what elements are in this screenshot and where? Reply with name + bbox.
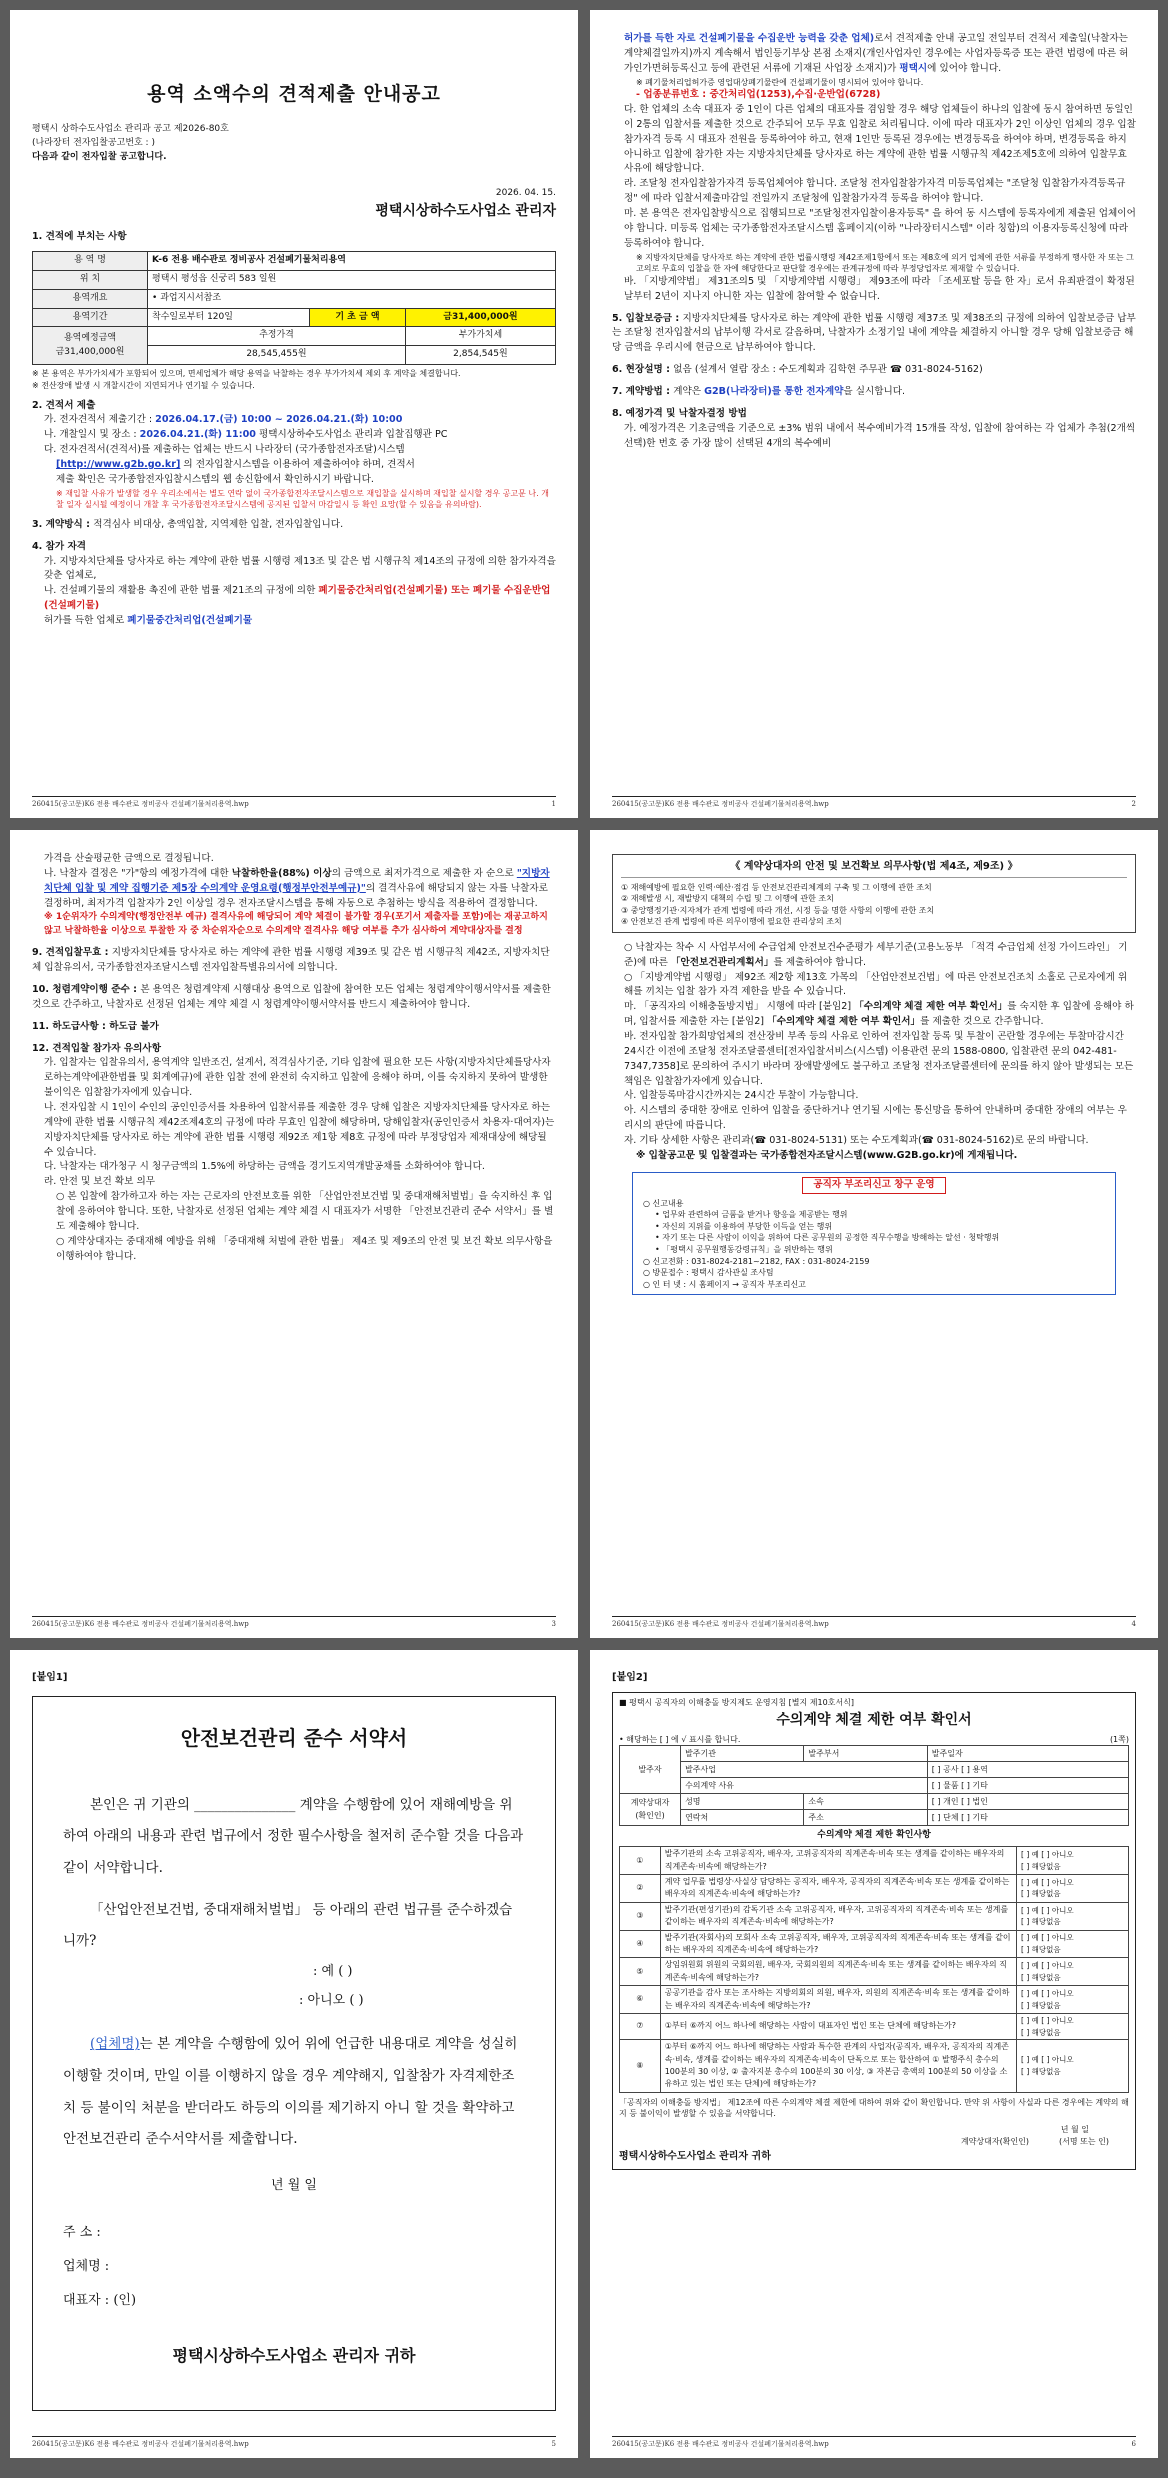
- annex-label: [붙임1]: [32, 1672, 68, 1683]
- notice-date: 2026. 04. 15.: [495, 188, 556, 199]
- price-method-end: 가격을 산술평균한 금액으로 결정됩니다.: [44, 853, 214, 864]
- award-text: 나. 낙찰자 결정은 "가"항의 예정가격에 대한: [44, 867, 232, 879]
- pledge-question: 「산업안전보건법, 중대재해처벌법」 등 아래의 관련 법규를 준수하겠습니까?: [63, 1901, 513, 1950]
- checklist-row: [620, 1930, 1129, 1958]
- footer-file: 260415(공고문)K6 전용 배수관로 정비공사 건설폐기물처리용역.hwp: [32, 1620, 249, 1629]
- service-period: 착수일로부터 120일: [148, 308, 310, 327]
- g2b-publish: ※ 입찰공고문 및 입찰결과는 국가종합전자조달시스템(www.G2B.go.kr)에 게재됩니다.: [636, 1149, 1018, 1161]
- page-number: 5: [551, 2440, 556, 2449]
- section-1-heading: 1. 견적에 부치는 사항: [32, 230, 127, 242]
- field-reason[interactable]: 수의계약 사유: [681, 1778, 928, 1794]
- page-2: [590, 10, 1158, 818]
- orderer-label: 발주자: [620, 1746, 681, 1794]
- submit-text-3: 제출 확인은 국가종합전자입찰시스템의 웹 송신함에서 확인하시기 바랍니다.: [56, 473, 374, 485]
- pledge-no[interactable]: : 아니오 ( ): [299, 1992, 364, 2008]
- est-header: 추정가격: [148, 327, 406, 346]
- footer-file: 260415(공고문)K6 전용 배수관로 정비공사 건설폐기물처리용역.hwp: [612, 800, 829, 809]
- conflict-doc-2: 「수의계약 체결 제한 여부 확인서」: [767, 1016, 921, 1028]
- section-7-heading: 7. 계약방법 :: [612, 385, 674, 397]
- checklist-number: ④: [620, 1930, 661, 1958]
- safety-duty-1: ○ 본 입찰에 참가하고자 하는 자는 근로자의 안전보호를 위한 「산업안전보건법 및 중대재해처벌법」을 숙지하신 후 입찰에 응하여야 합니다. 또한, 낙찰자로 선정된 업체는 계약 체결 시 대표자가 서명한 「안전보건관리 준수 서약서」를 별도 제출해야 합니다.: [56, 1191, 554, 1232]
- footer-file: 260415(공고문)K6 전용 배수관로 정비공사 건설폐기물처리용역.hwp: [612, 1620, 829, 1629]
- base-amount-label: 기 초 금 액: [310, 308, 406, 327]
- safety-plan-text: ○ 낙찰자는 착수 시 사업부서에 수급업체 안전보건수준평가 세부기준(고용노동부 「적격 수급업체 선정 가이드라인」 기준)에 따른: [624, 941, 1128, 968]
- report-item: • 자신의 지위를 이용하여 부당한 이득을 얻는 행위: [655, 1221, 833, 1231]
- fraud-note: ※ 지방자치단체를 당사자로 하는 계약에 관한 법률시행령 제42조제1항에서 또는 제8호에 의거 업체에 관한 서류를 부정하게 행사한 자 또는 그 고의로 무효의 입찰을 한 자에 해당한다고 판단할 경우에는 관계규정에 따라 부정당업자로 제재할 수 있습니다.: [636, 252, 1134, 274]
- checklist-number: ⑧: [620, 2040, 661, 2093]
- form-law: ■ 평택시 공직자의 이해충돌 방지제도 운영지침 [별지 제10호서식]: [619, 1697, 854, 1707]
- checklist-answer[interactable]: [1017, 1902, 1129, 1930]
- yes-no-checkbox[interactable]: [ ] 예 [ ] 아니오: [1021, 1988, 1074, 1998]
- form-page: (1쪽): [1109, 1734, 1129, 1744]
- not-applicable-checkbox[interactable]: [ ] 해당없음: [1021, 1889, 1061, 1899]
- pledge-representative[interactable]: 대표자 : (인): [63, 2292, 137, 2308]
- price-method: 가. 예정가격은 기초금액을 기준으로 ±3% 범위 내에서 복수예비가격 15개를 작성, 입찰에 참여하는 각 업체가 추첨(2개씩 선택)한 번호 중 가장 많이 선택된 4개의 복수예비: [624, 422, 1136, 449]
- checklist-number: ⑥: [620, 1986, 661, 2014]
- not-applicable-checkbox[interactable]: [ ] 해당없음: [1021, 1861, 1061, 1871]
- orderer-table: [619, 1745, 1129, 1826]
- checklist-row: [620, 1875, 1129, 1903]
- yes-no-checkbox[interactable]: [ ] 예 [ ] 아니오: [1021, 1905, 1074, 1915]
- report-online: ○ 인 터 넷 : 시 홈페이지 → 공직자 부조리신고: [643, 1279, 806, 1289]
- section-8-heading: 8. 예정가격 및 낙찰자결정 방법: [612, 407, 747, 419]
- checklist-answer[interactable]: [1017, 1875, 1129, 1903]
- checklist-row: [620, 1958, 1129, 1986]
- page-5: [10, 1650, 578, 2458]
- checklist-answer[interactable]: [1017, 2040, 1129, 2093]
- checklist-question: 계약 업무를 법령상·사실상 담당하는 공직자, 배우자, 공직자의 직계존속·비속 또는 생계를 같이하는 배우자의 직계존속·비속에 해당하는가?: [660, 1875, 1016, 1903]
- safety-item: ② 재해발생 시, 재발방지 대책의 수립 및 그 이행에 관한 조치: [621, 894, 834, 904]
- checklist-question: ①부터 ⑥까지 어느 하나에 해당하는 사람이 대표자인 법인 또는 단체에 해당하는가?: [660, 2014, 1016, 2040]
- form-instruction: • 해당하는 [ ] 에 √ 표시를 합니다.: [619, 1734, 741, 1744]
- row-label: 용역기간: [33, 308, 148, 327]
- page-footer: [612, 796, 1136, 810]
- checklist-number: ③: [620, 1902, 661, 1930]
- checklist-question: 발주기관의 소속 고위공직자, 배우자, 고위공직자의 직계존속·비속 또는 생계를 같이하는 배우자의 직계존속·비속에 해당하는가?: [660, 1847, 1016, 1875]
- field-affiliation[interactable]: 소속: [804, 1794, 927, 1810]
- award-rule-link: "지방자치단체 입찰 및 계약 집행기준 제5장 수의계약 운영요령(행정부안전부예규)": [44, 867, 550, 894]
- notice-title: 용역 소액수의 견적제출 안내공고: [147, 83, 441, 105]
- estimated-amount: 용역예정금액 금31,400,000원: [33, 327, 148, 365]
- safety-item: ③ 중앙행정기관·지자체가 관계 법령에 따라 개선, 시정 등을 명한 사항의 이행에 관한 조치: [621, 905, 935, 915]
- section-6-heading: 6. 현장설명 :: [612, 364, 674, 376]
- report-phone: ○ 신고전화 : 031-8024-2181~2182, FAX : 031-8024-2159: [643, 1256, 870, 1266]
- eligibility-c: 다. 한 업체의 소속 대표자 중 1인이 다른 업체의 대표자를 겸임할 경우 해당 업체들이 하나의 입찰에 동시 참여하면 동일인이 2통의 입찰서를 제출한 것으로 간주되어 모두 무효 입찰로 처리됩니다. 이에 따라 대표자가 2인 이상인 업체의 경우 입찰참가자격 등록 시 대표자 전원을 등록하여야 하고, 현재 1인만 등록된 경우에는 변경등록을 하여야 하며, 변경등록을 하지 아니하고 입찰에 참가한 자는 지방자치단체를 당사자로 하는 계약에 관한 법률 시행규칙 제42조제5호에 의하여 입찰무효사유에 해당합니다.: [624, 104, 1136, 175]
- checklist-table: [619, 1846, 1129, 2093]
- safety-obligation-box: [612, 854, 1136, 933]
- vat-header: 부가가치세: [405, 327, 555, 346]
- not-applicable-checkbox[interactable]: [ ] 해당없음: [1021, 1917, 1061, 1927]
- conflict-text-3: 를 제출한 것으로 간주합니다.: [920, 1016, 1044, 1028]
- section-9-heading: 9. 견적입찰무효 :: [32, 947, 112, 959]
- eligibility-b2: 허가를 득한 업체로: [44, 615, 128, 627]
- checklist-row: [620, 1986, 1129, 2014]
- e-contract: G2B(나라장터)를 통한 전자계약: [704, 385, 844, 397]
- type-checkbox-1[interactable]: [ ] 공사 [ ] 용역: [927, 1762, 1128, 1778]
- safety-sanction: ○ 「지방계약법 시행령」 제92조 제2항 제13호 가목의 「산업안전보건법」에 따른 안전보건조치 소홀로 근로자에게 위해를 끼치는 입찰 참가 자격 제한을 받을 수 있습니다.: [624, 971, 1128, 998]
- contract-text-end: 을 실시합니다.: [843, 385, 906, 397]
- service-name: K-6 전용 배수관로 정비공사 건설폐기물처리용역: [148, 251, 556, 270]
- field-name[interactable]: 성명: [681, 1794, 804, 1810]
- entity-checkbox-1[interactable]: [ ] 개인 [ ] 법인: [927, 1794, 1128, 1810]
- city-name: 평택시: [899, 62, 928, 74]
- yes-no-checkbox[interactable]: [ ] 예 [ ] 아니오: [1021, 1933, 1074, 1943]
- safety-plan-text-end: 를 제출하여야 합니다.: [773, 956, 867, 968]
- eligibility-d: 라. 조달청 전자입찰참가자격 등록업체여야 합니다. 조달청 전자입찰참가자격 미등록업체는 "조달청 입찰참가자격등록규정" 에 따라 입찰서제출마감일 전일까지 조달청에 입찰참가자격 등록을 하여야 합니다.: [624, 178, 1126, 205]
- section-10-heading: 10. 청렴계약이행 준수 :: [32, 984, 141, 996]
- report-visit: ○ 방문접수 : 평택시 감사관실 조사팀: [643, 1268, 774, 1278]
- yes-no-checkbox[interactable]: [ ] 예 [ ] 아니오: [1021, 1961, 1074, 1971]
- form-declaration: 「공직자의 이해충돌 방지법」 제12조에 따른 수의계약 체결 제한에 대하여 위와 같이 확인합니다. 만약 위 사항이 사실과 다른 경우에는 계약의 해지 등 불이익이 발생할 수 있음을 서약합니다.: [619, 2097, 1129, 2119]
- location-requirement-end: 에 있어야 합니다.: [927, 62, 1002, 74]
- page-number: 6: [1131, 2440, 1136, 2449]
- opening-label: 나. 개찰일시 및 장소 :: [44, 429, 140, 441]
- pledge-date: 년 월 일: [271, 2178, 317, 2194]
- intro-text: 다음과 같이 전자입찰 공고합니다.: [32, 152, 167, 163]
- location: 평택시 평성읍 신궁리 583 일원: [148, 270, 556, 289]
- pledge-yes[interactable]: : 예 ( ): [313, 1964, 353, 1980]
- page-3: [10, 830, 578, 1638]
- notice-number: 평택시 상하수도사업소 관리과 공고 제2026-80호: [32, 124, 229, 135]
- checklist-number: ⑤: [620, 1958, 661, 1986]
- yes-no-checkbox[interactable]: [ ] 예 [ ] 아니오: [1021, 2016, 1074, 2025]
- company-placeholder: (업체명): [90, 2036, 140, 2053]
- opening-place: 평택시상하수도사업소 관리과 입찰집행관 PC: [255, 429, 448, 441]
- contract-text: 계약은: [673, 385, 705, 397]
- report-item: • 자기 또는 다른 사람이 이익을 위하여 다른 공무원의 공정한 직무수행을 방해하는 알선 · 청탁행위: [655, 1233, 1000, 1243]
- g2b-link[interactable]: [http://www.g2b.go.kr]: [56, 458, 181, 470]
- page-4: [590, 830, 1158, 1638]
- row-label: 용 역 명: [33, 251, 148, 270]
- yes-no-checkbox[interactable]: [ ] 예 [ ] 아니오: [1021, 2055, 1074, 2065]
- submit-label: 가. 전자견적서 제출기간 :: [44, 414, 156, 426]
- invalid-bid: 지방자치단체를 당사자로 하는 계약에 관한 법률 시행령 제39조 및 같은 법 시행규칙 제42조, 지방자치단체 입찰유의서, 국가종합전자조달시스템 전자입찰특별유의서에 의합니다.: [32, 947, 550, 974]
- checklist-row: [620, 1902, 1129, 1930]
- award-text-2: 의 금액으로 최저가격으로 제출한 자 순으로: [331, 867, 517, 879]
- eligibility-license-2: 폐기물중간처리업(건설폐기물: [127, 615, 253, 627]
- submit-period: 2026.04.17.(금) 10:00 ~ 2026.04.21.(화) 10:00: [155, 414, 403, 426]
- conflict-form: [612, 1692, 1136, 2170]
- row-label: 용역개요: [33, 289, 148, 308]
- g2b-notice-number: (나라장터 전자입찰공고번호 : ): [32, 138, 155, 149]
- not-applicable-checkbox[interactable]: [ ] 해당없음: [1021, 2027, 1061, 2037]
- pledge-intro: 본인은 귀 기관의 _______________ 계약을 수행함에 있어 재해예방을 위하여 아래의 내용과 관련 법규에서 정한 필수사항을 철저히 준수할 것을 다음과 같이 서약합니다.: [63, 1796, 524, 1876]
- checklist-answer[interactable]: [1017, 1958, 1129, 1986]
- conflict-doc: 「수의계약 체결 제한 여부 확인서」: [854, 1001, 1008, 1013]
- checklist-question: 발주기관(편성기관)의 감독기관 소속 고위공직자, 배우자, 고위공직자의 직계존속·비속 또는 생계를 같이하는 배우자의 직계존속·비속에 해당하는가?: [660, 1902, 1016, 1930]
- annex-label: [붙임2]: [612, 1672, 648, 1683]
- pledge-body: 는 본 계약을 수행함에 있어 위에 언급한 내용대로 계약을 성실히 이행할 것이며, 만일 이를 이행하지 않을 경우 계약해지, 입찰참가 자격제한조치 등 불이익 처분을 받더라도 하등의 이의를 제기하지 아니 할 것을 확약하고 안전보건관리 준수서약서를 제출합니다.: [63, 2036, 518, 2148]
- bid-24h: 사. 입찰등록마감시간까지는 24시간 투찰이 가능합니다.: [624, 1090, 859, 1102]
- award-rate: 낙찰하한율(88%) 이상: [231, 867, 332, 879]
- footer-file: 260415(공고문)K6 전용 배수관로 정비공사 건설폐기물처리용역.hwp: [32, 2440, 249, 2449]
- field-department[interactable]: 발주부서: [804, 1746, 927, 1762]
- bidder-note-b: 나. 전자입찰 시 1인이 수인의 공인인증서를 차용하여 입찰서류를 제출한 경우 당해 입찰은 지방자치단체를 당사자로 하는 계약에 관한 법률 시행규칙 제42조제4호의 규정에 따라 무효인 입찰에 해당하며, 당해입찰자(공인인증서 차용자·대여자)는 지방자치단체를 당사자로 하는 계약에 관한 법률 시행령 제92조 제1항 제8호 규정에 따라 부정당업자 제재대상에 해당될 수 있습니다.: [44, 1102, 555, 1158]
- section-4-heading: 4. 참가 자격: [32, 540, 87, 552]
- field-project[interactable]: 발주사업: [681, 1762, 928, 1778]
- award-text-3: 의 결격사유에 해당되지 않는 자를 낙찰자로 결정하며, 최저가격 입찰자가 2인 이상일 경우 전자조달시스템을 통해 자동으로 추첨하는 방식을 적용하여 결정합니다.: [44, 882, 548, 909]
- checklist-number: ②: [620, 1875, 661, 1903]
- base-amount: 금31,400,000원: [405, 308, 555, 327]
- not-applicable-checkbox[interactable]: [ ] 해당없음: [1021, 1972, 1061, 1982]
- rebid-note: ※ 재입찰 사유가 발생할 경우 우리소에서는 별도 연락 없이 국가종합전자조달시스템으로 재입찰을 실시하며 재입찰 실시할 경우 공고문 나. 개찰 일자 실시될 예정이니 개찰 후 국가종합전자조달시스템에 공지된 입찰서 마감일시 등 확인 요망(할 수 있음을 유의바람).: [56, 488, 549, 510]
- row-label: 위 치: [33, 270, 148, 289]
- checklist-question: ①부터 ⑥까지 어느 하나에 해당하는 사람과 특수한 관계의 사업자(공직자, 배우자, 공직자의 직계존속·비속, 생계를 같이하는 배우자의 직계존속·비속이 단독으로 또는 합산하여 ① 발행주식 총수의 100분의 30 이상, ② 출자지분 총수의 100분의 30 이상, ③ 자본금 총액의 100분의 50 이상을 소유하고 있는 법인 또는 단체)에 해당하는가?: [660, 2040, 1016, 2093]
- callcenter-note: 바. 전자입찰 참가희망업체의 전산장비 부족 등의 사유로 인하여 전자입찰 등록 및 투찰이 곤란할 경우에는 투찰마감시간 24시간 이전에 조달청 전자조달콜센터[전자입찰서비스(시스템) 이용관련 문의 1588-0800, 입찰관련 문의 042-481-7347,7358]로 문의하여 주시기 바라며 장애발생에도 불구하고 조달청 전자조달콜센터에 문의를 하지 않아 발생되는 모든 책임은 입찰참가자에게 있습니다.: [624, 1031, 1134, 1087]
- license-note: ※ 폐기물처리업허가증 영업대상폐기물란에 건설폐기물이 명시되어 있어야 합니다.: [636, 77, 924, 87]
- pledge-address[interactable]: 주 소 :: [63, 2225, 101, 2241]
- field-address[interactable]: 주소: [804, 1810, 927, 1826]
- form-sign-field[interactable]: (서명 또는 인): [1059, 2136, 1109, 2146]
- safety-item: ④ 안전보건 관계 법령에 따른 의무이행에 필요한 관리상의 조치: [621, 917, 842, 927]
- opening-datetime: 2026.04.21.(화) 11:00: [139, 429, 256, 441]
- business-code: - 업종분류번호 : 중간처리업(1253),수집·운반업(6728): [636, 89, 881, 101]
- report-item: • 「평택시 공무원행동강령규칙」을 위반하는 행위: [655, 1245, 833, 1254]
- integrity-pact: 본 용역은 청렴계약제 시행대상 용역으로 입찰에 참여한 모든 업체는 청렴계약이행서약서를 제출한 것으로 간주하고, 낙찰자로 선정된 업체는 계약 체결 시 청렴계약이행서약서를 반드시 제출하여야 합니다.: [32, 984, 551, 1010]
- field-agency[interactable]: 발주기관: [681, 1746, 804, 1762]
- checklist-question: 공공기관을 감사 또는 조사하는 지방의회의 의원, 배우자, 의원의 직계존속·비속 또는 생계를 같이하는 배우자의 직계존속·비속에 해당하는가?: [660, 1986, 1016, 2014]
- checklist-answer[interactable]: [1017, 2014, 1129, 2040]
- eligibility-license: 폐기물중간처리업(건설폐기물) 또는 폐기물 수집운반업(건설폐기물): [44, 585, 551, 612]
- report-item: • 업무와 관련하여 금품을 받거나 향응을 제공받는 행위: [655, 1210, 848, 1220]
- service-info-table: [32, 251, 556, 366]
- page-number: 3: [551, 1620, 556, 1629]
- bidder-note-d: 라. 안전 및 보건 확보 의무: [44, 1176, 155, 1188]
- report-title: 공직자 부조리신고 창구 운영: [802, 1177, 945, 1194]
- license-requirement: 허가를 득한 자로 건설폐기물을 수집운반 능력을 갖춘 업체): [624, 33, 875, 44]
- vat-value: 2,854,545원: [405, 346, 555, 365]
- conflict-text-2: 를 숙지한 후 입찰에 응해야 하며, 입찰서를 제출한 자는 [붙임2]: [624, 1001, 1134, 1028]
- yes-no-checkbox[interactable]: [ ] 예 [ ] 아니오: [1021, 1850, 1074, 1860]
- est-price: 28,545,455원: [148, 346, 406, 365]
- eligibility-f: 바. 「지방계약법」 제31조의5 및 「지방계약법 시행령」 제93조에 따라 「조세포탈 등을 한 자」로서 유죄판결이 확정된 날부터 2년이 지나지 아니한 자는 입찰에 참여할 수 없습니다.: [624, 275, 1135, 302]
- checklist-row: [620, 2014, 1129, 2040]
- page-footer: [612, 2436, 1136, 2450]
- checklist-number: ①: [620, 1847, 661, 1875]
- submit-text: 다. 전자견적서(견적서)를 제출하는 업체는 반드시 나라장터 (국가종합전자조달)시스템: [44, 444, 405, 456]
- location-requirement: 로서 견적제출 안내 공고일 전일부터 견적서 제출일(낙찰자는 계약체결일까지)까지 계속해서 법인등기부상 본점 소재지(개인사업자인 경우에는 사업자등록증 또는 관련 법령에 따른 허가인가면허등록신고 등에 관련된 서류에 기재된 사업장 소재지)가: [624, 33, 1129, 74]
- checklist-row: [620, 2040, 1129, 2093]
- checklist-row: [620, 1847, 1129, 1875]
- submit-text-2: 의 전자입찰시스템을 이용하여 제출하여야 하며, 견적서: [180, 458, 415, 470]
- contract-method: 적격심사 비대상, 총액입찰, 지역제한 입찰, 전자입찰입니다.: [93, 518, 344, 530]
- site-briefing: 없음 (설계서 열람 장소 : 수도계획과 김학현 주무관 ☎ 031-8024-5162): [673, 364, 983, 376]
- eligibility-e: 마. 본 용역은 전자입찰방식으로 집행되므로 "조달청전자입찰이용자등록" 을 하여 동 시스템에 등록자에게 제출된 업체이어야 합니다. 미등록 업체는 국가종합전자조달시스템 홈페이지(이하 "나라장터시스템" 이라 칭함)의 이용자등록신청에 따라 등록하여야 합니다.: [624, 208, 1136, 249]
- page-6: [590, 1650, 1158, 2458]
- safety-pledge-form: [32, 1696, 556, 2411]
- contact-info: 자. 기타 상세한 사항은 관리과(☎ 031-8024-5131) 또는 수도계획과(☎ 031-8024-5162)로 문의 바랍니다.: [624, 1135, 1089, 1147]
- page-number: 4: [1131, 1620, 1136, 1629]
- outage-note: ※ 전산장애 발생 시 개찰시간이 지연되거나 연기될 수 있습니다.: [32, 380, 255, 390]
- field-date[interactable]: 발주일자: [927, 1746, 1128, 1762]
- field-phone[interactable]: 연락처: [681, 1810, 804, 1826]
- pledge-title: 안전보건관리 준수 서약서: [180, 1725, 408, 1750]
- overview: • 과업지시서참조: [148, 289, 556, 308]
- safety-duty-2: ○ 계약상대자는 중대재해 예방을 위해 「중대재해 처벌에 관한 법률」 제4조 및 제9조의 안전 및 보건 확보 의무사항을 이행하여야 합니다.: [56, 1235, 553, 1262]
- checklist-title: 수의계약 체결 제한 확인사항: [817, 1830, 931, 1841]
- contractor-label: 계약상대자 (확인인): [620, 1794, 681, 1826]
- checklist-answer[interactable]: [1017, 1930, 1129, 1958]
- not-applicable-checkbox[interactable]: [ ] 해당없음: [1021, 2000, 1061, 2010]
- footer-file: 260415(공고문)K6 전용 배수관로 정비공사 건설폐기물처리용역.hwp: [32, 800, 249, 809]
- page-number: 1: [551, 800, 556, 809]
- report-content-heading: ○ 신고내용: [643, 1198, 684, 1208]
- page-footer: [32, 1616, 556, 1630]
- report-box: [632, 1172, 1116, 1296]
- pledge-company[interactable]: 업체명 :: [63, 2259, 110, 2275]
- system-failure: 아. 시스템의 중대한 장애로 인하여 입찰을 중단하거나 연기될 시에는 통신망을 통하여 안내하며 중대한 장애의 여부는 우리시의 판단에 따릅니다.: [624, 1105, 1127, 1132]
- eligibility-a: 가. 지방자치단체를 당사자로 하는 계약에 관한 법률 시행령 제13조 및 같은 법 시행규칙 제14조의 규정에 의한 참가자격을 갖춘 업체로,: [44, 555, 556, 582]
- bidder-note-a: 가. 입찰자는 입찰유의서, 용역계약 일반조건, 설계서, 적격심사기준, 기타 입찰에 필요한 모든 사항(지방자치단체를당사자로하는계약에관한법률 및 회계예규)에 관한 입찰 전에 완전히 숙지하고 입찰에 응해야 하며, 이를 숙지하지 못하여 발생한 불이익은 입찰참가자에게 있습니다.: [44, 1057, 551, 1099]
- form-recipient: 평택시상하수도사업소 관리자 귀하: [619, 2151, 771, 2163]
- checklist-question: 상임위원회 위원의 국회의원, 배우자, 국회의원의 직계존속·비속 또는 생계를 같이하는 배우자의 직계존속·비속에 해당하는가?: [660, 1958, 1016, 1986]
- page-footer: [32, 796, 556, 810]
- safety-plan-doc: 「안전보건관리계획서」: [670, 956, 774, 968]
- safety-item: ① 재해예방에 필요한 인력·예산·점검 등 안전보건관리체계의 구축 및 그 이행에 관한 조치: [621, 882, 932, 892]
- checklist-answer[interactable]: [1017, 1986, 1129, 2014]
- checklist-answer[interactable]: [1017, 1847, 1129, 1875]
- page-footer: [612, 1616, 1136, 1630]
- section-5-heading: 5. 입찰보증금 :: [612, 312, 683, 324]
- page-footer: [32, 2436, 556, 2450]
- footer-file: 260415(공고문)K6 전용 배수관로 정비공사 건설폐기물처리용역.hwp: [612, 2440, 829, 2449]
- bidder-note-c: 다. 낙찰자는 대가청구 시 청구금액의 1.5%에 하당하는 금액을 경기도지역개발공채를 소화하여야 합니다.: [44, 1161, 485, 1173]
- form-title: 수의계약 체결 제한 여부 확인서: [776, 1712, 972, 1729]
- form-date: 년 월 일: [1060, 2125, 1089, 2134]
- entity-checkbox-2[interactable]: [ ] 단체 [ ] 기타: [927, 1810, 1128, 1826]
- form-signer: 계약상대자(확인인): [960, 2136, 1030, 2146]
- section-12-heading: 12. 견적입찰 참가자 유의사항: [32, 1042, 161, 1054]
- section-11-heading: 11. 하도급사항 : 하도급 불가: [32, 1020, 159, 1032]
- vat-note: ※ 본 용역은 부가가치세가 포함되어 있으며, 면세업체가 해당 용역을 낙찰하는 경우 부가가치세 제외 후 계약을 체결합니다.: [32, 369, 461, 379]
- checklist-question: 발주기관(자회사)의 모회사 소속 고위공직자, 배우자, 고위공직자의 직계존속·비속 또는 생계를 같이하는 배우자의 직계존속·비속에 해당하는가?: [660, 1930, 1016, 1958]
- issuer: 평택시상하수도사업소 관리자: [375, 203, 556, 220]
- not-applicable-checkbox[interactable]: [ ] 해당없음: [1021, 1945, 1061, 1955]
- not-applicable-checkbox[interactable]: [ ] 해당없음: [1021, 2067, 1061, 2077]
- checklist-number: ⑦: [620, 2014, 661, 2040]
- section-2-heading: 2. 견적서 제출: [32, 399, 96, 411]
- type-checkbox-2[interactable]: [ ] 물품 [ ] 기타: [927, 1778, 1128, 1794]
- award-note: ※ 1순위자가 수의계약(행정안전부 예규) 결격사유에 해당되어 계약 체결이 불가할 경우(포기서 제출자를 포함)에는 재공고하지 않고 낙찰하한율 이상으로 투찰한 자 중 차순위자순으로 수의계약 결격사유 해당 여부를 추가 심사하여 계약대상자를 결정: [44, 912, 548, 937]
- bid-deposit: 지방자치단체를 당사자로 하는 계약에 관한 법률 시행령 제37조 및 제38조의 규정에 의하여 입찰보증금 납부는 조달청 전자입찰서의 납부이행 각서로 갈음하며, 낙찰자가 소정기일 내에 계약을 체결하지 아니할 경우 당해 입찰보증금 해당 금액을 우리시에 현금으로 납부하여야 합니다.: [612, 312, 1136, 354]
- conflict-text: 마. 「공직자의 이해충돌방지법」 시행에 따라 [붙임2]: [624, 1001, 855, 1013]
- page-1: [10, 10, 578, 818]
- section-3-heading: 3. 계약방식 :: [32, 518, 94, 530]
- eligibility-b: 나. 건설폐기물의 재활용 촉진에 관한 법률 제21조의 규정에 의한: [44, 585, 319, 597]
- safety-box-title: 《 계약상대자의 안전 및 보건확보 의무사항(법 제4조, 제9조) 》: [621, 859, 1127, 878]
- yes-no-checkbox[interactable]: [ ] 예 [ ] 아니오: [1021, 1877, 1074, 1887]
- page-number: 2: [1131, 800, 1136, 809]
- pledge-recipient: 평택시상하수도사업소 관리자 귀하: [172, 2345, 416, 2365]
